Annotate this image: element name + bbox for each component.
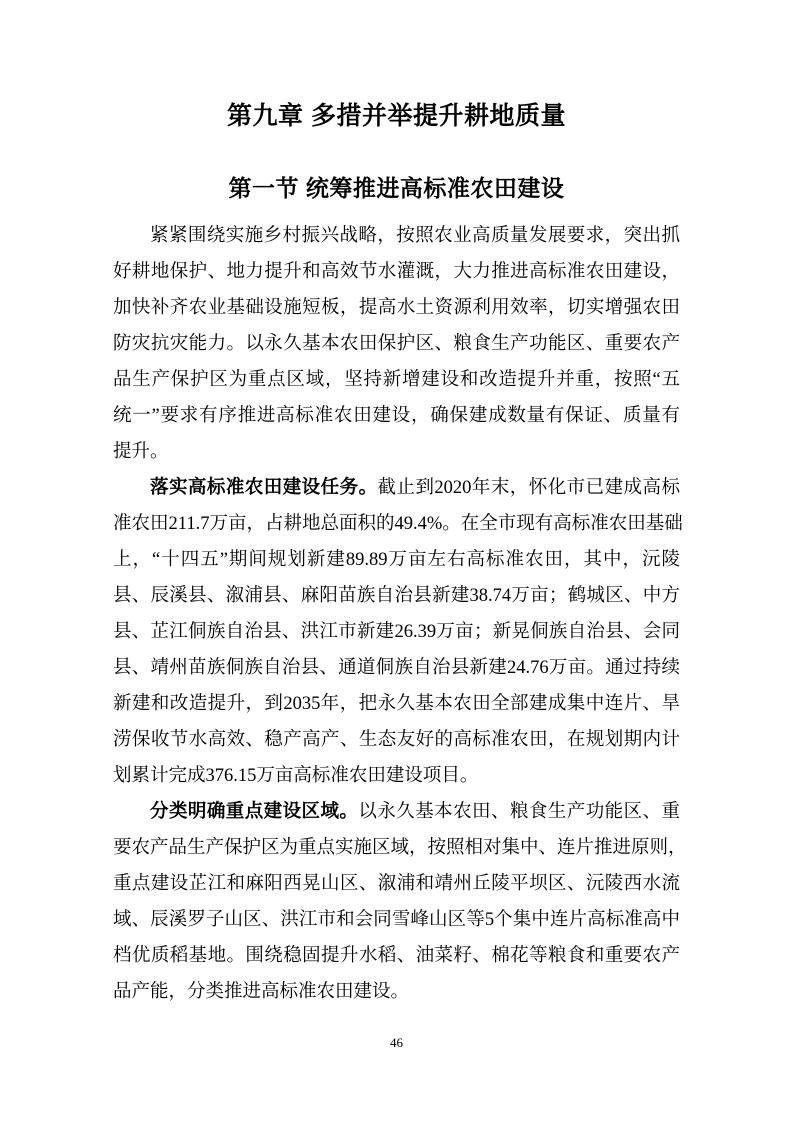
text-run: 截止到2020年末，怀化市已建成高标 (377, 478, 680, 498)
text-line: 好耕地保护、地力提升和高效节水灌溉，大力推进高标准农田建设， (113, 262, 680, 282)
text-line: 品产能，分类推进高标准农田建设。 (113, 982, 410, 1002)
text-line: 域、辰溪罗子山区、洪江市和会同雪峰山区等5个集中连片高标准高中 (113, 910, 680, 930)
paragraph-3 (113, 794, 687, 1010)
text-line: 重点建设芷江和麻阳西晃山区、溆浦和靖州丘陵平坝区、沅陵西水流 (113, 874, 680, 894)
text-line (113, 470, 680, 506)
text-line: 紧紧围绕实施乡村振兴战略，按照农业高质量发展要求，突出抓 (150, 226, 680, 246)
text-line: 涝保收节水高效、稳产高产、生态友好的高标准农田，在规划期内计 (113, 730, 680, 750)
section-title: 第一节 统筹推进高标准农田建设 (228, 175, 565, 201)
text-line: 县、芷江侗族自治县、洪江市新建26.39万亩；新晃侗族自治县、会同 (113, 622, 680, 642)
text-line: 品生产保护区为重点区域，坚持新增建设和改造提升并重，按照“五 (113, 370, 680, 390)
text-line: 新建和改造提升，到2035年，把永久基本农田全部建成集中连片、旱 (113, 694, 680, 714)
text-line: 档优质稻基地。围绕稳固提升水稻、油菜籽、棉花等粮食和重要农产 (113, 946, 680, 966)
text-line: 准农田211.7万亩，占耕地总面积的49.4%。在全市现有高标准农田基础 (113, 514, 683, 534)
paragraph-2 (113, 470, 683, 794)
text-line: 县、辰溪县、溆浦县、麻阳苗族自治县新建38.74万亩；鹤城区、中方 (113, 586, 680, 606)
text-line: 要农产品生产保护区为重点实施区域，按照相对集中、连片推进原则， (113, 838, 687, 858)
paragraph-1 (113, 218, 680, 470)
page-number: 46 (390, 1035, 403, 1050)
text-line: 防灾抗灾能力。以永久基本农田保护区、粮食生产功能区、重要农产 (113, 334, 680, 354)
text-line: 上，“十四五”期间规划新建89.89万亩左右高标准农田，其中，沅陵 (113, 550, 680, 570)
text-line: 划累计完成376.15万亩高标准农田建设项目。 (113, 766, 479, 786)
paragraph-lead-bold: 分类明确重点建设区域。 (150, 802, 359, 822)
text-line: 县、靖州苗族侗族自治县、通道侗族自治县新建24.76万亩。通过持续 (113, 658, 680, 678)
text-run: 以永久基本农田、粮食生产功能区、重 (358, 802, 680, 822)
chapter-title: 第九章 多措并举提升耕地质量 (227, 102, 566, 130)
paragraph-lead-bold: 落实高标准农田建设任务。 (150, 478, 378, 498)
text-line: 统一”要求有序推进高标准农田建设，确保建成数量有保证、质量有 (113, 406, 680, 426)
text-line: 提升。 (113, 442, 169, 462)
document-body (113, 218, 687, 1010)
text-line (113, 794, 680, 830)
text-line: 加快补齐农业基础设施短板，提高水土资源利用效率，切实增强农田 (113, 298, 680, 318)
